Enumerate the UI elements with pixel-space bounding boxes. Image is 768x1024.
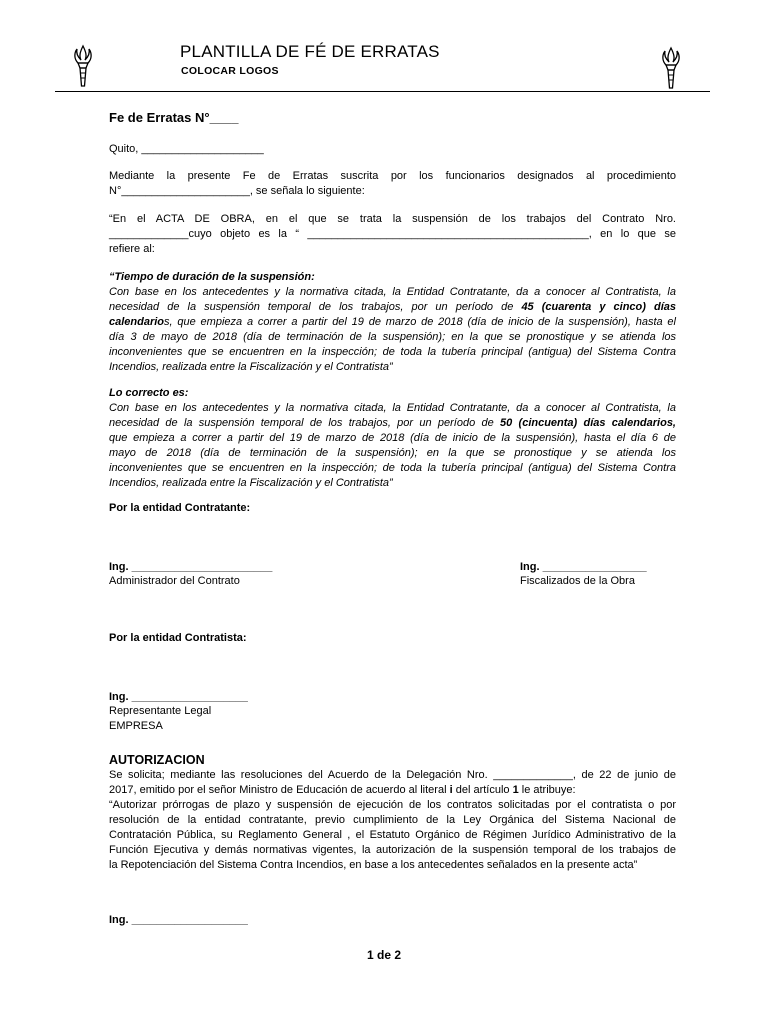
signature-line-fiscalizador: Ing. _________________	[520, 561, 647, 573]
signature-role-administrador: Administrador del Contrato	[109, 575, 240, 587]
autorizacion-line: “Autorizar prórrogas de plazo y suspensión de ejecución de los contratos solicitadas por el contratista o por	[109, 799, 676, 811]
correcto-line: mayo de 2018 (día de terminación de la suspensión); en la que se pronostique y se atienda los	[109, 447, 676, 459]
tiempo-line-text: necesidad de la suspensión temporal de los trabajos, por un período de	[109, 301, 522, 313]
correcto-line: que empieza a correr a partir del 19 de marzo de 2018 (día de inicio de la suspensión), hasta el día 6 de	[109, 432, 676, 444]
signature-line-representante: Ing. ___________________	[109, 691, 248, 703]
torch-icon	[70, 44, 96, 90]
acta-line: _____________cuyo objeto es la “ ______________________________________________, en lo que se	[109, 228, 676, 240]
tiempo-line-text: s, que empieza a correr a partir del 19 de marzo de 2018 (día de inicio de la suspensión), hasta el	[164, 316, 676, 328]
tiempo-calendario-bold: calendario	[109, 316, 165, 328]
literal-bold: i	[449, 784, 453, 796]
tiempo-line: Con base en los antecedentes y la normativa citada, la Entidad Contratante, da a conocer al Contratista, la	[109, 286, 676, 298]
autorizacion-line: la Repotenciación del Sistema Contra Incendios, en base a los antecedentes señalados en la presente acta”	[109, 859, 638, 871]
autorizacion-line: resolución de la entidad contratante, previo cumplimiento de la Ley Orgánica del Sistema Nacional de	[109, 814, 676, 826]
correcto-line: Incendios, realizada entre la Fiscalización y el Contratista”	[109, 477, 393, 489]
tiempo-section	[109, 270, 676, 375]
autorizacion-title: AUTORIZACION	[109, 753, 205, 767]
acta-paragraph	[109, 212, 676, 257]
autorizacion-line-text: 2017, emitido por el señor Ministro de Educación de acuerdo al literal	[109, 784, 450, 796]
correcto-line	[109, 416, 676, 431]
tiempo-line: Incendios, realizada entre la Fiscalización y el Contratista”	[109, 361, 393, 373]
torch-icon	[658, 46, 684, 92]
autorizacion-paragraph	[109, 768, 676, 873]
correcto-section	[109, 386, 676, 491]
tiempo-line	[109, 315, 676, 330]
correcto-heading: Lo correcto es:	[109, 387, 189, 399]
tiempo-duration-bold: 45 (cuarenta y cinco) días	[521, 301, 677, 313]
autorizacion-line-text: le atribuye:	[518, 784, 576, 796]
autorizacion-line	[109, 783, 676, 798]
document-title: Fe de Erratas N°____	[109, 110, 239, 125]
articulo-bold: 1	[512, 784, 519, 796]
contratista-heading: Por la entidad Contratista:	[109, 632, 247, 644]
autorizacion-line-text: del artículo	[452, 784, 513, 796]
correcto-line-text: necesidad de la suspensión temporal de los trabajos, por un período de	[109, 417, 501, 429]
tiempo-line	[109, 300, 676, 315]
autorizacion-line: Contratación Pública, su Reglamento General , el Estatuto Orgánico de Régimen Jurídico Administrativo de la	[109, 829, 676, 841]
autorizacion-line: Se solicita; mediante las resoluciones del Acuerdo de la Delegación Nro. _____________, de 22 de junio de	[109, 769, 676, 781]
autorizacion-line: Función Ejecutiva y demás normativas vigentes, la autorización de la suspensión temporal de los trabajos de	[109, 844, 676, 856]
contratante-heading: Por la entidad Contratante:	[109, 502, 251, 514]
intro-paragraph	[109, 169, 676, 199]
signature-role-representante: Representante Legal	[109, 705, 212, 717]
header-divider	[55, 91, 710, 92]
intro-line: N°_____________________, se señala lo siguiente:	[109, 185, 365, 197]
tiempo-line: inconvenientes que se encuentren en la inspección; de toda la tubería principal (antigua) del Sistema Contra	[109, 346, 676, 358]
acta-line: “En el ACTA DE OBRA, en el que se trata la suspensión de los trabajos del Contrato Nro.	[109, 213, 676, 225]
city-line: Quito, ____________________	[109, 143, 264, 155]
signature-role-fiscalizador: Fiscalizados de la Obra	[520, 575, 635, 587]
tiempo-heading: “Tiempo de duración de la suspensión:	[109, 271, 315, 283]
page-title: PLANTILLA DE FÉ DE ERRATAS	[180, 42, 440, 61]
signature-role-empresa: EMPRESA	[109, 720, 163, 732]
signature-line-autorizacion: Ing. ___________________	[109, 914, 248, 926]
tiempo-line: día 3 de mayo de 2018 (día de terminación de la suspensión); en la que se pronostique y se atienda los	[109, 331, 676, 343]
intro-line: Mediante la presente Fe de Erratas suscrita por los funcionarios designados al procedimiento	[109, 170, 676, 182]
acta-line: refiere al:	[109, 243, 155, 255]
correcto-line: inconvenientes que se encuentren en la inspección; de toda la tubería principal (antigua) del Sistema Contra	[109, 462, 676, 474]
page-subtitle: COLOCAR LOGOS	[181, 65, 279, 77]
correcto-line: Con base en los antecedentes y la normativa citada, la Entidad Contratante, da a conocer al Contratista, la	[109, 402, 676, 414]
page-number: 1 de 2	[366, 948, 402, 962]
correcto-duration-bold: 50 (cincuenta) días calendarios,	[500, 417, 676, 429]
signature-line-administrador: Ing. _______________________	[109, 561, 273, 573]
